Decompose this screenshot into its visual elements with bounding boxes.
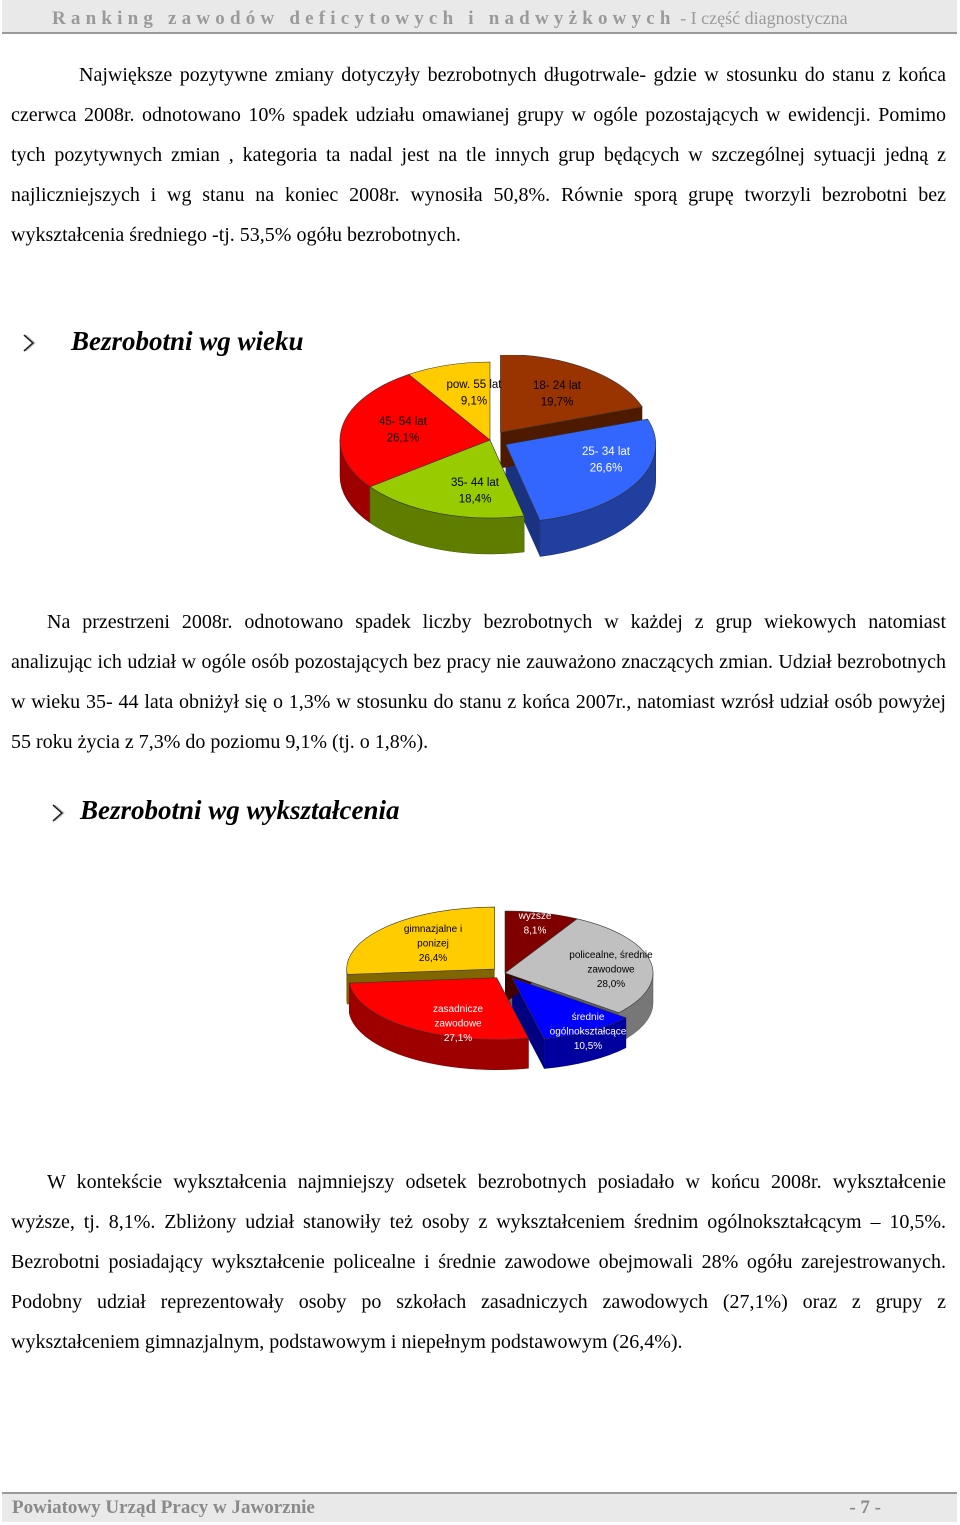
paragraph-long-term-unemployed bbox=[11, 55, 946, 255]
chevron-right-icon bbox=[21, 333, 37, 353]
header-subtitle: - I część diagnostyczna bbox=[675, 8, 848, 28]
paragraph-education bbox=[11, 1162, 946, 1362]
education-section-title: Bezrobotni wg wykształcenia bbox=[80, 795, 400, 825]
slice-label: policealne, średnie bbox=[569, 950, 653, 961]
slice-label: 26,6% bbox=[589, 462, 623, 475]
chevron-right-icon bbox=[50, 803, 66, 823]
paragraph-1-text: Największe pozytywne zmiany dotyczyły bezrobotnych długotrwale- gdzie w stosunku do stanu z końca czerwca 2008r. odnotowano 10% spadek udziału omawianej grupy w ogóle pozostających w ewidencji. Pomimo tych pozytywnych zmian , kategoria ta nadal jest na tle innych grup będących w szczególnej sytuacji jedną z najliczniejszych i wg stanu na koniec 2008r. wynosiła 50,8%. Równie sporą grupę tworzyli bezrobotni bez wykształcenia średniego -tj. 53,5% ogółu bezrobotnych. bbox=[11, 64, 946, 246]
page-header bbox=[2, 0, 957, 34]
slice-label: 26,1% bbox=[386, 432, 420, 445]
slice-label: 45- 54 lat bbox=[379, 416, 427, 428]
slice-label: 35- 44 lat bbox=[451, 477, 499, 489]
header-title: Ranking zawodów deficytowych i nadwyżkowych bbox=[52, 8, 676, 29]
slice-label: 27,1% bbox=[443, 1033, 473, 1044]
slice-label: 9,1% bbox=[460, 395, 488, 408]
education-pie-chart bbox=[345, 895, 675, 1095]
slice-label: pow. 55 lat bbox=[446, 379, 502, 391]
slice-label: zawodowe bbox=[434, 1018, 482, 1030]
slice-label: wyższe bbox=[518, 911, 552, 922]
slice-label: 8,1% bbox=[523, 925, 547, 937]
slice-label: ogólnokształcące bbox=[549, 1026, 627, 1038]
slice-label: 10,5% bbox=[573, 1041, 603, 1052]
paragraph-2-text: Na przestrzeni 2008r. odnotowano spadek liczby bezrobotnych w każdej z grup wiekowych natomiast analizując ich udział w ogóle osób pozostających bez pracy nie zauważono znaczących zmian. Udział bezrobotnych w wieku 35- 44 lata obniżył się o 1,3% w stosunku do stanu z końca 2007r., natomiast wzrósł udział osób powyżej 55 roku życia z 7,3% do poziomu 9,1% (tj. o 1,8%). bbox=[11, 611, 946, 753]
footer-office-name: Powiatowy Urząd Pracy w Jaworznie bbox=[12, 1497, 315, 1518]
slice-label: 18- 24 lat bbox=[533, 380, 581, 392]
slice-label: 19,7% bbox=[540, 396, 574, 409]
slice-label: średnie bbox=[571, 1012, 605, 1023]
slice-label: zawodowe bbox=[587, 964, 635, 976]
age-section-title: Bezrobotni wg wieku bbox=[71, 326, 304, 356]
page-number: - 7 - bbox=[849, 1497, 881, 1518]
slice-label: gimnazjalne i bbox=[403, 924, 463, 935]
slice-label: 26,4% bbox=[418, 953, 448, 964]
slice-label: 18,4% bbox=[458, 493, 492, 506]
slice-label: 25- 34 lat bbox=[582, 446, 630, 458]
page-footer bbox=[2, 1492, 957, 1522]
slice-label: 28,0% bbox=[596, 979, 626, 990]
paragraph-3-text: W kontekście wykształcenia najmniejszy odsetek bezrobotnych posiadało w końcu 2008r. wykształcenie wyższe, tj. 8,1%. Zbliżony udział stanowiły też osoby z wykształceniem średnim ogólnokształcącym – 10,5%. Bezrobotni posiadający wykształcenie policealne i średnie zawodowe obejmowali 28% ogółu zarejestrowanych. Podobny udział reprezentowały osoby po szkołach zasadniczych zawodowych (27,1%) oraz z grupy z wykształceniem gimnazjalnym, podstawowym i niepełnym podstawowym (26,4%). bbox=[11, 1171, 946, 1353]
paragraph-age-groups bbox=[11, 602, 946, 762]
slice-label: zasadnicze bbox=[432, 1004, 484, 1015]
age-pie-chart bbox=[330, 355, 680, 575]
slice-label: ponizej bbox=[417, 938, 449, 950]
